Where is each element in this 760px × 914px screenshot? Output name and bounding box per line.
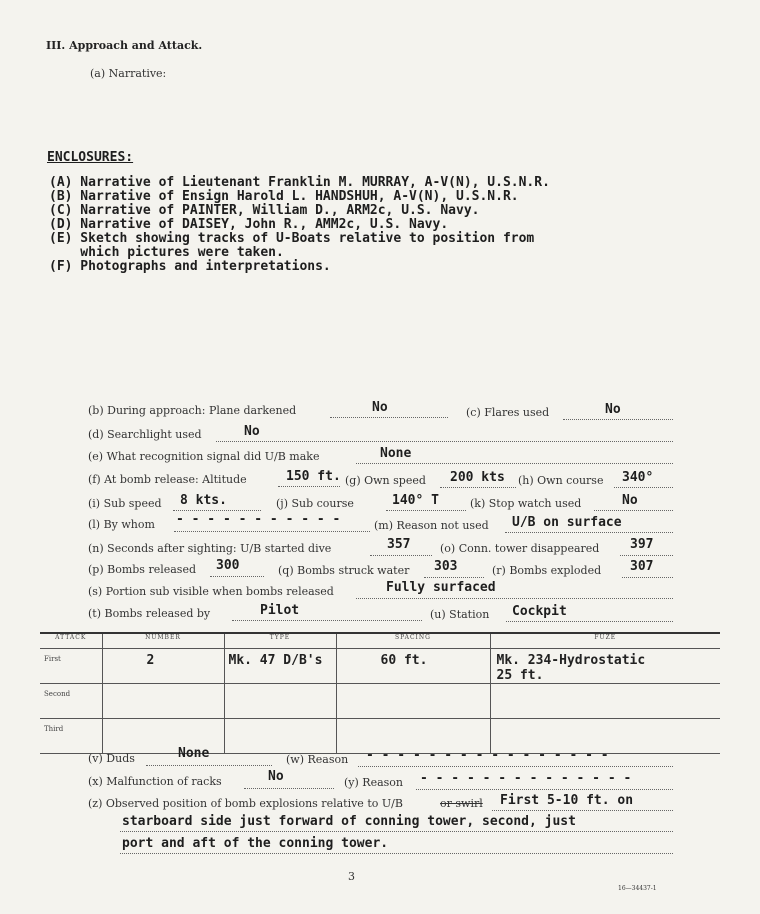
narrative-label: (a) Narrative: — [90, 67, 167, 80]
observed-position-value-1: First 5-10 ft. on — [500, 793, 634, 808]
own-speed-value: 200 kts — [450, 470, 505, 485]
reason-not-used-value: U/B on surface — [512, 515, 622, 530]
plane-darkened-value: No — [372, 400, 388, 415]
plane-darkened-label: (b) During approach: Plane darkened — [88, 404, 297, 417]
malfunction-reason-value: - - - - - - - - - - - - - - — [420, 771, 632, 786]
header-spacing: SPACING — [336, 633, 490, 649]
malfunction-reason-line — [416, 789, 673, 790]
released-by-line — [232, 620, 422, 621]
enclosure-d: (D) Narrative of DAISEY, John R., AMM2c, U.S. Navy. — [49, 217, 449, 232]
own-course-label: (h) Own course — [518, 474, 604, 487]
own-speed-line — [440, 487, 516, 488]
altitude-value: 150 ft. — [286, 469, 341, 484]
header-type: TYPE — [224, 633, 336, 649]
by-whom-value: - - - - - - - - - - - — [176, 512, 341, 527]
struck-out-text: or swirl — [440, 797, 483, 810]
cell-type: Mk. 47 D/B's — [224, 649, 336, 684]
enclosures-title: ENCLOSURES: — [47, 150, 134, 165]
malfunction-reason-label: (y) Reason — [344, 776, 403, 789]
plane-darkened-line — [330, 417, 448, 418]
header-fuze: FUZE — [490, 633, 720, 649]
recognition-signal-line — [356, 463, 673, 464]
bombs-struck-water-label: (q) Bombs struck water — [278, 564, 410, 577]
cell-number: 2 — [102, 649, 224, 684]
portion-visible-line — [356, 598, 673, 599]
cell-type — [224, 684, 336, 719]
own-course-value: 340° — [622, 470, 654, 485]
observed-position-value-3: port and aft of the conning tower. — [122, 836, 389, 851]
enclosure-f: (F) Photographs and interpretations. — [49, 259, 331, 274]
bombs-exploded-line — [622, 577, 673, 578]
section-title: III. Approach and Attack. — [46, 39, 203, 52]
bombs-struck-water-line — [424, 577, 484, 578]
station-line — [506, 621, 673, 622]
station-value: Cockpit — [512, 604, 567, 619]
released-by-value: Pilot — [260, 603, 300, 618]
cell-type — [224, 719, 336, 754]
duds-reason-label: (w) Reason — [286, 753, 349, 766]
sub-course-value: 140° T — [392, 493, 439, 508]
recognition-signal-value: None — [380, 446, 412, 461]
cell-spacing: 60 ft. — [336, 649, 490, 684]
attack-table — [40, 632, 720, 754]
cell-number — [102, 684, 224, 719]
enclosure-a: (A) Narrative of Lieutenant Franklin M. MURRAY, A-V(N), U.S.N.R. — [49, 175, 550, 190]
observed-position-line-1 — [492, 810, 673, 811]
sub-speed-line — [173, 510, 261, 511]
stop-watch-value: No — [622, 493, 638, 508]
flares-used-line — [563, 419, 673, 420]
malfunction-label: (x) Malfunction of racks — [88, 775, 222, 788]
flares-used-label: (c) Flares used — [466, 406, 550, 419]
page-number: 3 — [348, 870, 355, 883]
flares-used-value: No — [605, 402, 621, 417]
reason-not-used-label: (m) Reason not used — [374, 519, 489, 532]
fuze-line-1: Mk. 234-Hydrostatic — [496, 653, 646, 668]
enclosure-e: (E) Sketch showing tracks of U-Boats relative to position from — [49, 231, 535, 246]
duds-label: (v) Duds — [88, 752, 135, 765]
header-number: NUMBER — [102, 633, 224, 649]
duds-reason-value: - - - - - - - - - - - - - - - - — [366, 748, 609, 763]
tower-disappeared-line — [620, 555, 673, 556]
bombs-struck-water-value: 303 — [434, 559, 458, 574]
started-dive-line — [370, 555, 432, 556]
portion-visible-value: Fully surfaced — [386, 580, 496, 595]
header-attack: ATTACK — [40, 633, 102, 649]
row-label-third: Third — [40, 719, 102, 754]
sub-speed-label: (i) Sub speed — [88, 497, 162, 510]
sub-speed-value: 8 kts. — [180, 493, 227, 508]
duds-value: None — [178, 746, 210, 761]
altitude-line — [278, 486, 340, 487]
portion-visible-label: (s) Portion sub visible when bombs released — [88, 585, 334, 598]
fuze-line-2: 25 ft. — [496, 668, 544, 683]
print-code: 16—34437-1 — [618, 885, 657, 892]
stop-watch-line — [594, 510, 673, 511]
malfunction-line — [244, 788, 334, 789]
started-dive-label: (n) Seconds after sighting: U/B started dive — [88, 542, 332, 555]
observed-position-line-3 — [120, 853, 673, 854]
duds-reason-line — [358, 766, 673, 767]
altitude-label: (f) At bomb release: Altitude — [88, 473, 247, 486]
enclosure-b: (B) Narrative of Ensign Harold L. HANDSHUH, A-V(N), U.S.N.R. — [49, 189, 519, 204]
own-course-line — [614, 487, 673, 488]
bombs-released-label: (p) Bombs released — [88, 563, 196, 576]
tower-disappeared-label: (o) Conn. tower disappeared — [440, 542, 600, 555]
bombs-released-value: 300 — [216, 558, 240, 573]
observed-position-value-2: starboard side just forward of conning tower, second, just — [122, 814, 576, 829]
searchlight-value: No — [244, 424, 260, 439]
enclosure-c: (C) Narrative of PAINTER, William D., ARM2c, U.S. Navy. — [49, 203, 480, 218]
reason-not-used-line — [505, 532, 673, 533]
tower-disappeared-value: 397 — [630, 537, 654, 552]
by-whom-line — [174, 531, 370, 532]
table-row — [40, 649, 720, 684]
attack-table-header — [40, 633, 720, 649]
malfunction-value: No — [268, 769, 284, 784]
bombs-exploded-label: (r) Bombs exploded — [492, 564, 602, 577]
bombs-released-line — [210, 576, 264, 577]
cell-fuze — [490, 684, 720, 719]
sub-course-label: (j) Sub course — [276, 497, 354, 510]
row-label-second: Second — [40, 684, 102, 719]
cell-spacing — [336, 684, 490, 719]
duds-line — [146, 765, 272, 766]
own-speed-label: (g) Own speed — [345, 474, 426, 487]
table-row — [40, 684, 720, 719]
station-label: (u) Station — [430, 608, 490, 621]
released-by-label: (t) Bombs released by — [88, 607, 211, 620]
observed-position-line-2 — [120, 831, 673, 832]
enclosure-e-continued: which pictures were taken. — [49, 245, 284, 260]
cell-fuze — [490, 649, 720, 684]
recognition-signal-label: (e) What recognition signal did U/B make — [88, 450, 320, 463]
searchlight-label: (d) Searchlight used — [88, 428, 202, 441]
sub-course-line — [386, 510, 466, 511]
searchlight-line — [216, 441, 673, 442]
by-whom-label: (l) By whom — [88, 518, 155, 531]
started-dive-value: 357 — [387, 537, 411, 552]
stop-watch-label: (k) Stop watch used — [470, 497, 582, 510]
row-label-first: First — [40, 649, 102, 684]
bombs-exploded-value: 307 — [630, 559, 654, 574]
observed-position-label: (z) Observed position of bomb explosions relative to U/B — [88, 797, 403, 810]
